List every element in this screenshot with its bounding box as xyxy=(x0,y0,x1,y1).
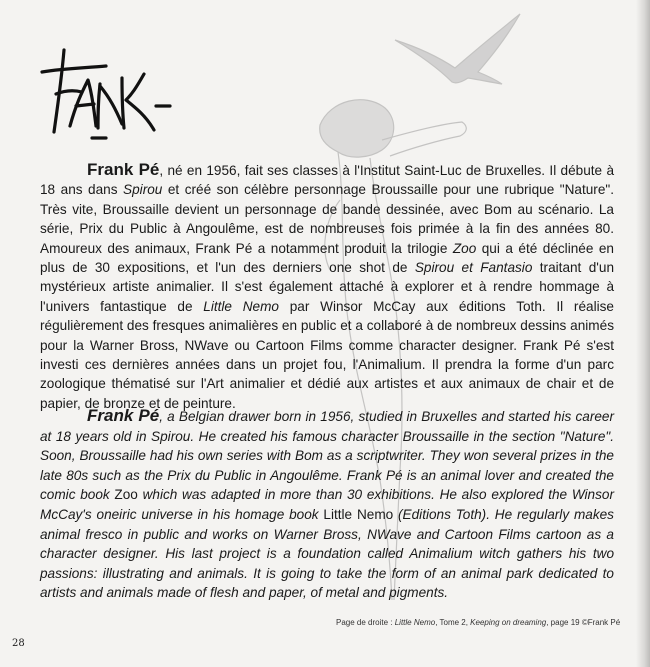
bird-icon xyxy=(395,14,520,84)
page-number: 28 xyxy=(12,638,25,649)
frank-signature xyxy=(36,44,176,144)
biography-english: Frank Pé, a Belgian drawer born in 1956, studied in Bruxelles and started his career at 18 years old in Spirou. He created his famous character Broussaille in the section "Nature". Soon, Broussaille had his own series with Bom as a scriptwriter. They won several prizes in the late 80s such as the Prix du Public in Angoulême. Frank Pé is an animal lover and created the comic book Zoo which was adapted in more than 30 exhibitions. He also explored the Winsor McCay's oneiric universe in his homage book Little Nemo (Editions Toth). He regularly makes animal fresco in public and works on Warner Bross, NWave and Cartoon Films cartoon as a character designer. His last project is a foundation called Animalium witch gathers his two passions: illustrating and animals. It is going to take the form of an animal park dedicated to artists and animals made of flesh and paper, of metal and pigments. xyxy=(40,406,615,601)
image-credit: Page de droite : Little Nemo, Tome 2, Keeping on dreaming, page 19 ©Frank Pé xyxy=(336,618,621,627)
author-name-fr: Frank Pé xyxy=(87,160,160,179)
biography-french: Frank Pé, né en 1956, fait ses classes à l'Institut Saint-Luc de Bruxelles. Il débute à 18 ans dans Spirou et créé son célèbre personnage Broussaille pour une rubrique "Nature". Très vite, Broussaille devient un personnage de bande dessinée, avec Bom au scénario. La série, Prix du Public à Angoulême, est de nombreuses fois primée à la fin des années 80. Amoureux des animaux, Frank Pé a notamment produit la trilogie Zoo qui a été déclinée en plus de 30 expositions, et l'un des derniers one shot de Spirou et Fantasio traitant d'un mystérieux artiste animalier. Il s'est également attaché à explorer et à rendre hommage à l'univers fantastique de Little Nemo par Winsor McCay aux éditions Toth. Il réalise régulièrement des fresques animalières en public et a collaboré à de nombreux dessins animés pour la Warner Bross, NWave ou Cartoon Films comme character designer. Frank Pé s'est investi ces dernières années dans un projet fou, l'Animalium. Il prendra la forme d'un parc zoologique thématisé sur l'Art animalier et dédié aux artistes et aux animaux de chair et de papier, de bronze et de peinture. xyxy=(40,160,615,411)
author-name-en: Frank Pé xyxy=(87,406,160,425)
girl-arm-icon xyxy=(382,122,466,156)
page-edge xyxy=(636,0,650,667)
girl-head-icon xyxy=(320,100,394,157)
